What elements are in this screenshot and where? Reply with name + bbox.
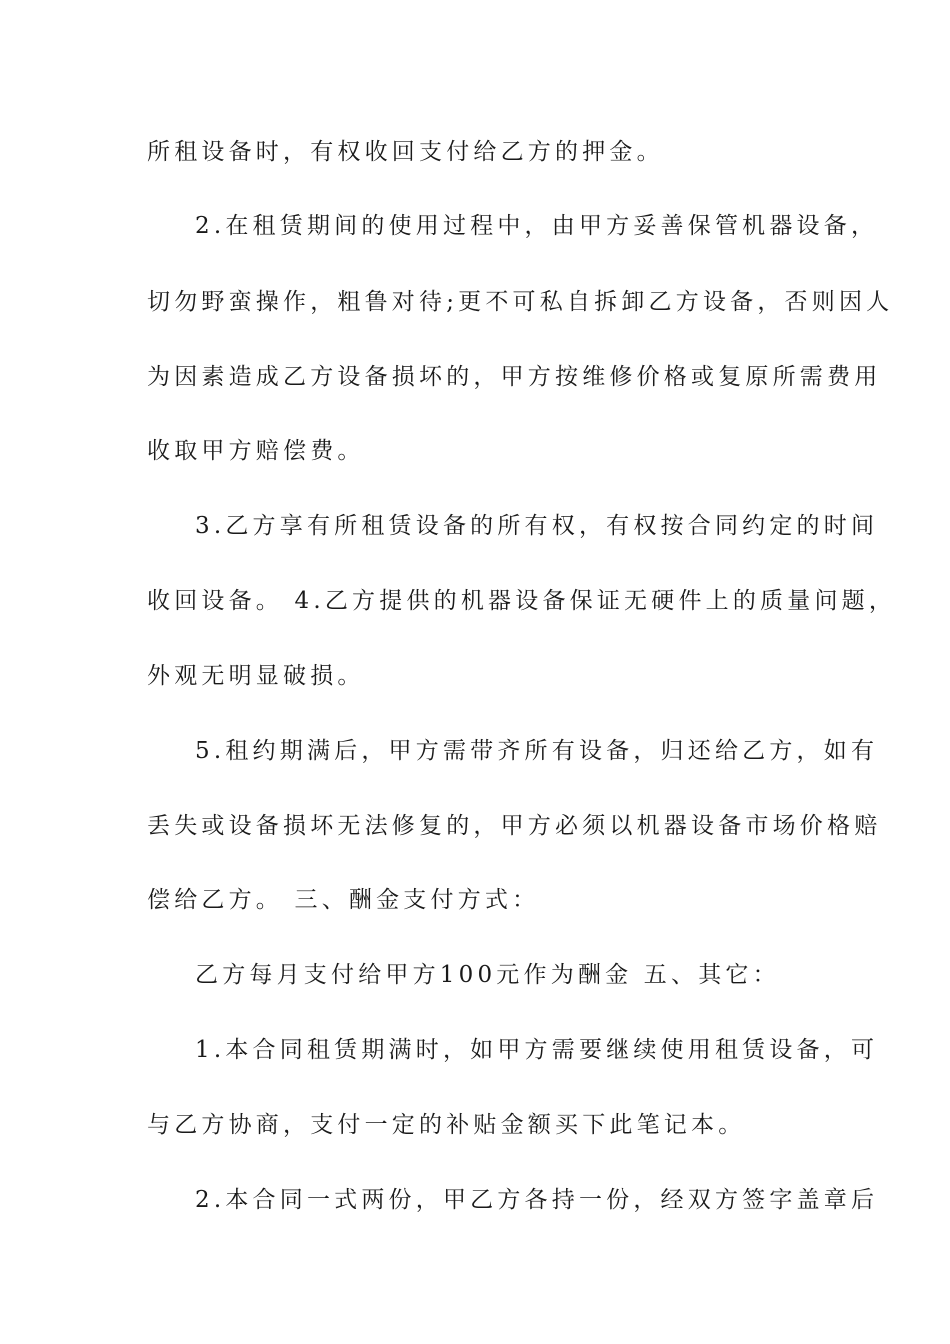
text-line: 偿给乙方。 三、酬金支付方式： <box>147 887 540 913</box>
text-line: 与乙方协商，支付一定的补贴金额买下此笔记本。 <box>147 1112 746 1138</box>
text-line: 2.在租赁期间的使用过程中，由甲方妥善保管机器设备， <box>195 213 879 239</box>
text-line: 为因素造成乙方设备损坏的，甲方按维修价格或复原所需费用 <box>147 364 882 390</box>
text-line: 1.本合同租赁期满时，如甲方需要继续使用租赁设备，可 <box>195 1037 879 1063</box>
text-line: 所租设备时，有权收回支付给乙方的押金。 <box>147 139 664 165</box>
text-line: 2.本合同一式两份，甲乙方各持一份，经双方签字盖章后 <box>195 1187 879 1213</box>
text-line: 5.租约期满后，甲方需带齐所有设备，归还给乙方，如有 <box>195 738 879 764</box>
text-line: 收取甲方赔偿费。 <box>147 438 365 464</box>
text-line: 收回设备。 4.乙方提供的机器设备保证无硬件上的质量问题， <box>147 588 897 614</box>
text-line: 外观无明显破损。 <box>147 663 365 689</box>
text-line: 丢失或设备损坏无法修复的，甲方必须以机器设备市场价格赔 <box>147 813 882 839</box>
text-line: 乙方每月支付给甲方100元作为酬金 五、其它： <box>195 962 780 988</box>
text-line: 3.乙方享有所租赁设备的所有权，有权按合同约定的时间 <box>195 513 879 539</box>
text-line: 切勿野蛮操作，粗鲁对待;更不可私自拆卸乙方设备，否则因人 <box>147 289 894 315</box>
